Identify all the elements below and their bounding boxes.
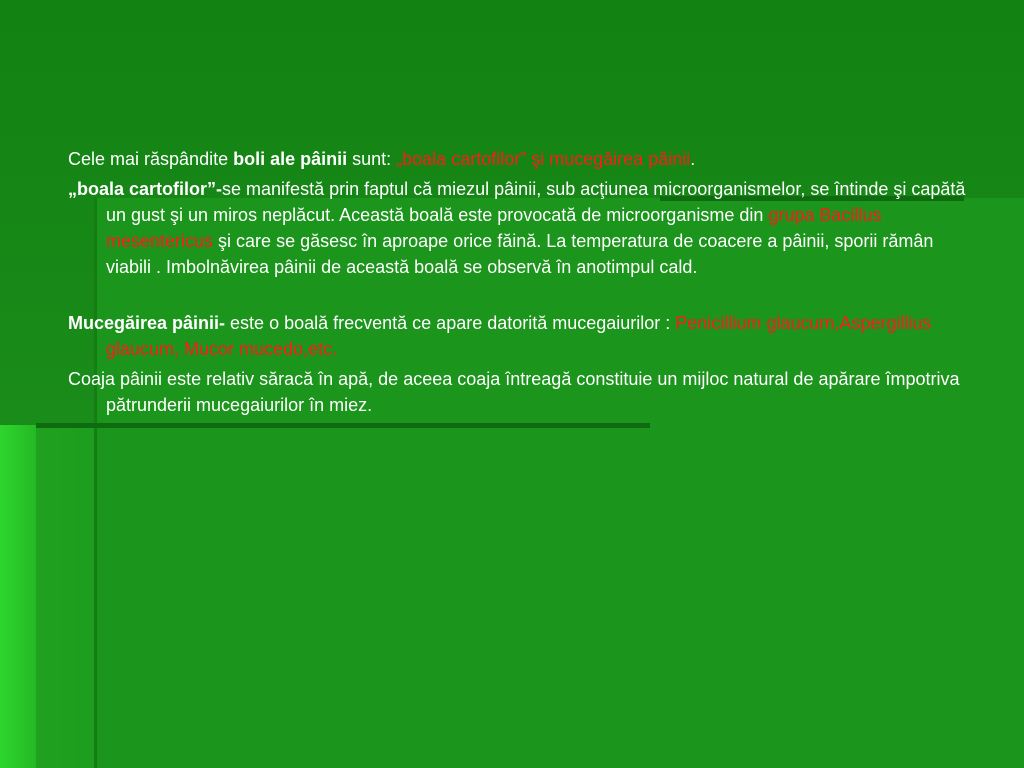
boala-cartofilor-text-2: şi care se găsesc în aproape orice făină. La temperatura de coacere a pâinii, sporii rămân viabili . Imbolnăvirea pâinii de această boală se observă în anotimpul cald. [106, 231, 934, 277]
intro-mid-text: sunt: [347, 149, 397, 169]
boala-cartofilor-term: „boala cartofilor”- [68, 179, 223, 199]
paragraph-coaja [68, 366, 968, 418]
paragraph-mucegairea [68, 310, 968, 362]
mucegairea-text: este o boală frecventă ce apare datorită mucegaiurilor : [225, 313, 676, 333]
boala-cartofilor-text-1: se manifestă prin faptul că miezul pâinii, sub acţiunea microorganismelor, se întinde şi capătă un gust şi un miros neplăcut. Această boală este provocată de microorganisme din [106, 179, 966, 225]
divider-bar-middle [36, 423, 650, 428]
intro-end-text: . [690, 149, 696, 169]
mucegairea-highlight: Penicillium glaucum,Aspergillius glaucum, Mucor mucedo,etc. [106, 313, 932, 359]
paragraph-boala-cartofilor [68, 176, 968, 280]
boala-cartofilor-highlight: grupa Bacillus mesentericus [106, 205, 882, 251]
intro-lead-text: Cele mai răspândite [68, 149, 234, 169]
background-accent-overlay [36, 425, 94, 768]
mucegairea-term: Mucegăirea pâinii- [68, 313, 226, 333]
slide-content [68, 146, 968, 418]
paragraph-intro [68, 146, 968, 172]
intro-highlight-text: „boala cartofilor” şi mucegăirea pâinii [396, 149, 691, 169]
coaja-text: Coaja pâinii este relativ săracă în apă, de aceea coaja întreagă constituie un mijloc natural de apărare împotriva pătrunderii mucegaiurilor în miez. [68, 369, 960, 415]
intro-bold-text: boli ale pâinii [233, 149, 348, 169]
